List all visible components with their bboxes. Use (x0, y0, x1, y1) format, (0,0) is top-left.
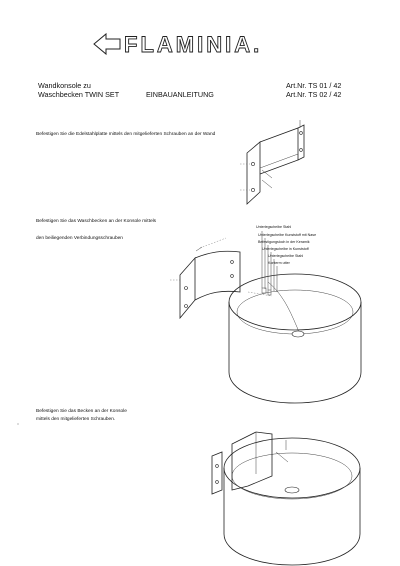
article-number-2: Art.Nr. TS 02 / 42 (286, 90, 342, 99)
step-1-bracket-drawing (240, 120, 304, 204)
scan-dot (17, 423, 18, 424)
product-name-line2: Waschbecken TWIN SET (38, 90, 120, 99)
step-3-text-line2: mittels den mitgelieferten Schrauben. (36, 417, 116, 422)
part-label-plastic-washer-nose: Unterlegscheibe Kunststoff mit Nase (258, 233, 317, 237)
part-label-lock-nut: Konterm utter (268, 261, 290, 265)
step-1-text: Befestigen Sie die Edelstahlplatte mittels den mitgelieferten Schrauben an der Wand (36, 132, 216, 137)
step-2-text-line2: den beiliegenden Verbindungsschrauben (36, 236, 123, 241)
logo-wordmark: FLAMINIA. (124, 32, 263, 57)
part-label-ceramic-hole: Befestigungsloch in der Keramik (258, 240, 310, 244)
step-2-assembly-drawing (170, 231, 361, 403)
article-number-1: Art.Nr. TS 01 / 42 (286, 81, 342, 90)
step-3-assembly-drawing (212, 432, 360, 565)
step-2-text-line1: Befestigen Sie das Waschbecken an der Konsole mittels (36, 219, 157, 224)
part-label-plastic-washer: Unterlegscheibe in Kunststoff (262, 247, 309, 251)
document-title: EINBAUANLEITUNG (146, 90, 214, 99)
part-label-steel-washer: Unterlegscheibe Stahl (256, 225, 292, 229)
product-name-line1: Wandkonsole zu (38, 81, 91, 90)
step-3-text-line1: Befestigen Sie das Becken an der Konsole (36, 409, 127, 414)
part-label-steel-washer-2: Unterlegscheibe Stahl (268, 254, 304, 258)
